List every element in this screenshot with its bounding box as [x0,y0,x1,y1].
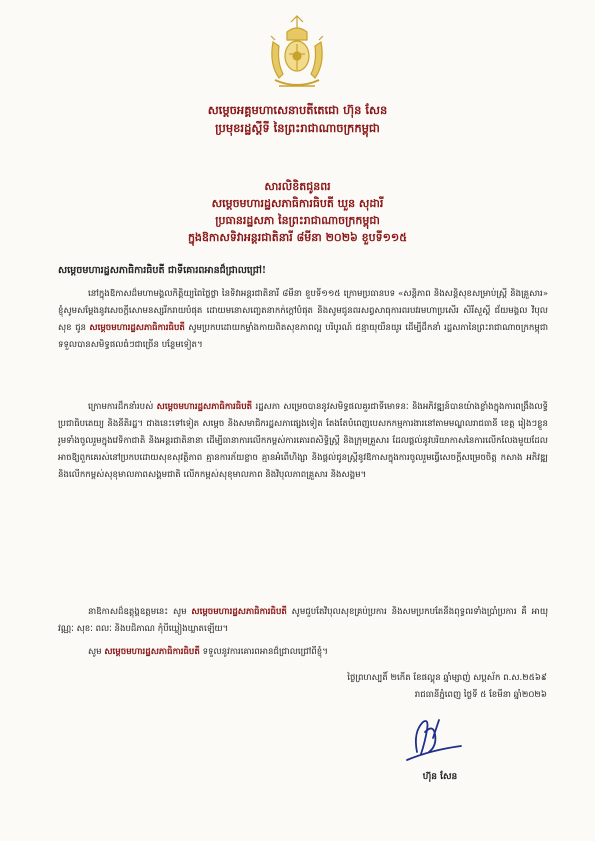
solar-date: រាជធានីភ្នំពេញ ថ្ងៃទី ៥ ខែមីនា ឆ្នាំ២០២៦ [414,690,547,700]
recipient-name: សម្ដេចមហារដ្ឋសភាធិការធិបតី ឃួន សុដារី [211,197,384,210]
salutation: សម្ដេចមហារដ្ឋសភាធិការធិបតី ជាទីគោរពអានជ៏ជ្រាលជ្រៅ! [58,265,267,276]
recipient-position: ប្រធានរដ្ឋសភា នៃព្រះរាជាណាចក្រកម្ពុជា [215,214,380,227]
occasion-line: ក្នុងឱកាសទិវាអន្តរជាតិនារី ៨មីនា ២០២៦ ខួបទី១១៥ [187,231,408,244]
honorific-title: សម្ដេចមហារដ្ឋសភាធិការធិបតី [89,323,185,333]
paragraph-4: សូម សម្ដេចមហារដ្ឋសភាធិការធិបតី ទទួលនូវការគោរពអានជ៏ជ្រាលជ្រៅពីខ្ញុំ។ [88,647,328,657]
title-line: ប្រមុខរដ្ឋស្ដីទី នៃព្រះរាជាណាចក្រកម្ពុជា [215,121,380,135]
paragraph-2: ក្រោមការដឹកនាំរបស់ សម្ដេចមហារដ្ឋសភាធិការធិបតី រដ្ឋសភា សម្រេចបាននូវសមិទ្ធផលគួរជាទីមោទនៈ និងអភិវឌ្ឍន៍បានយ៉ាងខ្លាំងក្នុងការពង្រឹងលទ្ធិប្រជាធិបតេយ្យ និងនីតិរដ្ឋ។ ជាងនេះទៅទៀត សម្ដេច និងសមាជិករដ្ឋសភាផ្សេងទៀត តែងតែបំពេញបេសកកម្មការងារនៅតាមមណ្ឌលរាជធានី ខេត្ត រៀងៗខ្លួន រួមទាំងចូលរួមក្នុងវេទិកាជាតិ និងអន្តរជាតិនានា ដើម្បីធានាការលើកកម្ពស់ការគោរពសិទ្ធិស្ត្រី និងក្រុមគ្រួសារ ដែលផ្ដល់នូវបរិយាកាសនៃការលើកលែងមួយដែលអាចឱ្យពួកគេរស់នៅប្រកបដោយសុខសុវត្ថិភាព គ្មានការភ័យខ្លាច គ្មានអំពើហិង្សា និងផ្ដល់ជូនស្ត្រីនូវឱកាសក្នុងការចូលរួមធ្វើសេចក្ដីសម្រេចចិត្ត កសាង អភិវឌ្ឍ និងលើកកម្ពស់សុខុមាលភាពសង្គមជាតិ លើកកម្ពស់សុខុមាលភាព និងវិបុលភាពគ្រួសារ និងសង្គម។ [58,402,548,480]
office-line: សម្ដេចអគ្គមហាសេនាបតីតេជោ ហ៊ុន សែន [207,103,388,117]
honorific-title: សម្ដេចមហារដ្ឋសភាធិការធិបតី [104,647,200,657]
lunar-date: ថ្ងៃព្រហស្បតិ៍ ២កើត ខែផល្គុន ឆ្នាំម្សាញ់ សប្ដស័ក ព.ស.២៥៦៩ [347,673,547,683]
letter-title: សារលិខិតជូនពរ [264,180,331,193]
honorific-title: សម្ដេចមហារដ្ឋសភាធិការធិបតី [191,607,287,617]
paragraph-1: នៅក្នុងឱកាសដ៏មហាមង្គលកិត្តិយ្យពៃថ្លៃថ្លា នៃទិវាអន្តរជាតិនារី ៨មីនា ខួបទី១១៥ ក្រោមប្រធានបទ «សន្តិភាព និងសន្តិសុខសម្រាប់ស្ត្រី និងគ្រួសារ» ខ្ញុំសូមសម្ដែងនូវសេចក្ដីសោមនស្សរីករាយបំផុត ដោយមនោសញ្ចេតនាកក់ក្ដៅបំផុត និងសូមជូនពរសព្វសាធុការពរបវរមហាប្រសើរ សិរីសួស្ដី ជ័យមង្គល វិបុលសុខ ជូន សម្ដេចមហារដ្ឋសភាធិការធិបតី សូមប្រកបដោយកម្លាំងកាយពិតសុខភាពល្អ បរិបូរណ៍ ជន្មាយុយឺនយូរ ដើម្បីដឹកនាំ រដ្ឋសភានៃព្រះរាជាណាចក្រកម្ពុជា ទទួលបានសមិទ្ធផលធំៗជាច្រើន បន្ថែមទៀត។ [58,289,548,350]
royal-coat-of-arms-emblem [265,14,329,92]
signer-name: ហ៊ុន សែន [422,772,458,782]
honorific-title: សម្ដេចមហារដ្ឋសភាធិការធិបតី [156,402,253,412]
handwritten-signature [395,712,467,768]
paragraph-3: នាឱកាសដ៏ឧត្ដុង្គឧត្ដមនេះ សូម សម្ដេចមហារដ្ឋសភាធិការធិបតី សូមជួបតែវិបុលសុខគ្រប់ប្រការ និងសមប្រកបតែនឹងពុទ្ធពរទាំងប្រាំប្រការ គឺ អាយុ វណ្ណៈ សុខៈ ពលៈ និងបដិភាណ កុំបីឃ្លៀងឃ្លាតឡើយ។ [58,607,548,634]
